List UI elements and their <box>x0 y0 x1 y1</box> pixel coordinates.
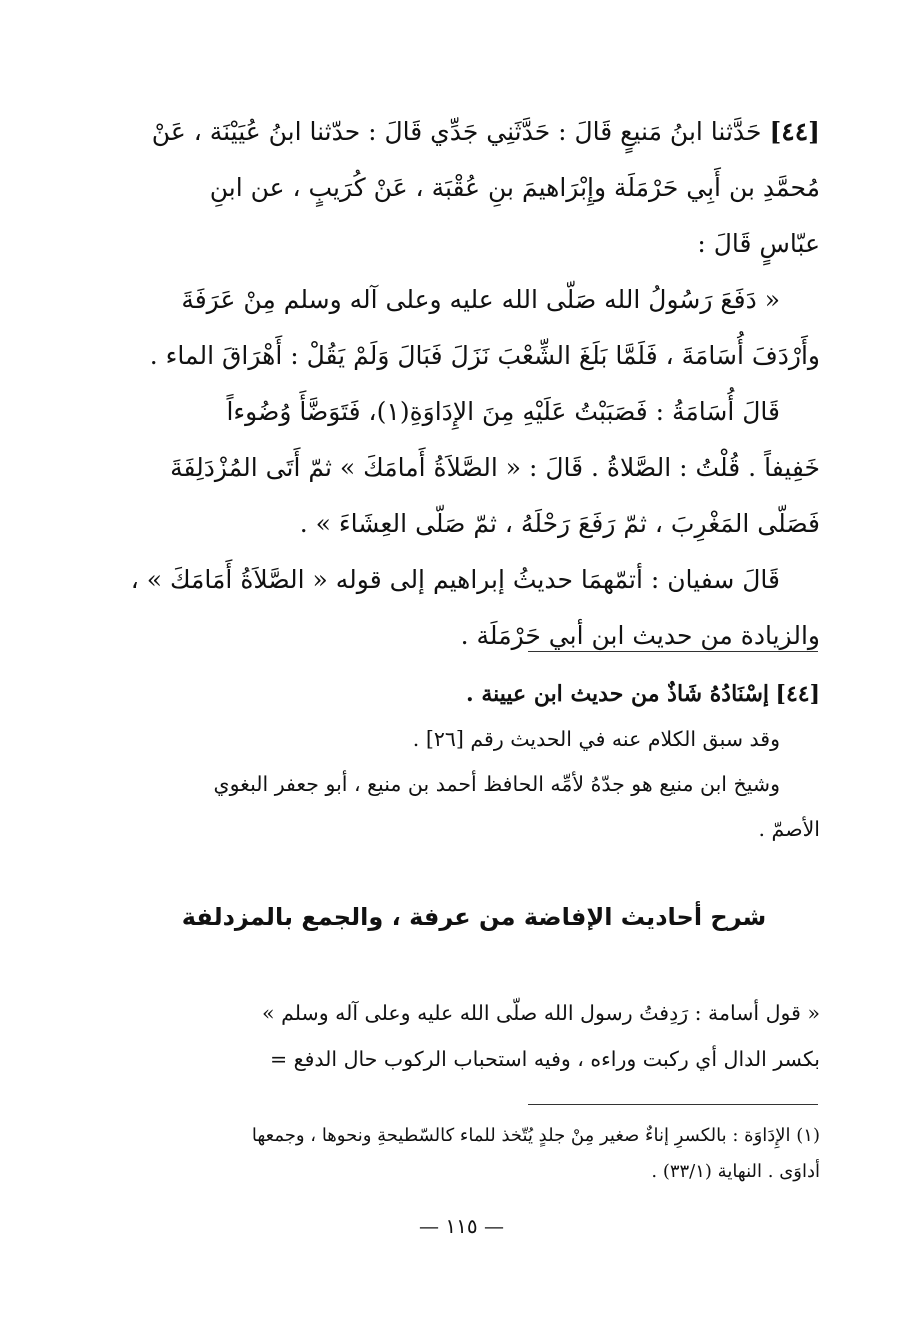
hadith-line-3: عبّاسٍ قَالَ : <box>697 229 820 258</box>
hadith-line-10: والزيادة من حديث ابن أبي حَرْمَلَة . <box>460 621 820 650</box>
hadith-line-6: قَالَ أُسَامَةُ : فَصَبَبْتُ عَلَيْهِ مِنَ الإِدَاوَةِ(١)، فَتَوَضَّأَ وُضُوءاً <box>226 397 780 426</box>
takhrij-line-3: الأصمّ . <box>758 817 820 841</box>
footnote-separator <box>528 1104 818 1105</box>
hadith-number: [٤٤] <box>769 117 820 146</box>
hadith-line-2: مُحمَّدِ بن أَبِي حَرْمَلَة وإِبْرَاهيمَ بنِ عُقْبَة ، عَنْ كُرَيبٍ ، عن ابنِ <box>209 173 820 202</box>
footnote <box>128 1118 820 1190</box>
sharh-line-2: بكسر الدال أي ركبت وراءه ، وفيه استحباب الركوب حال الدفع = <box>269 1047 820 1071</box>
takhrij-title: إسْنَادُهُ شَاذٌ من حديث ابن عيينة . <box>466 681 769 707</box>
sharh-text <box>128 990 820 1082</box>
hadith-line-7: خَفِيفاً . قُلْتُ : الصَّلاةُ . قَالَ : « الصَّلاَةُ أَمامَكَ » ثمّ أَتَى المُزْدَلِفَةَ <box>170 453 820 482</box>
hadith-line-4: « دَفَعَ رَسُولُ الله صَلّى الله عليه وعلى آله وسلم مِنْ عَرَفَةَ <box>181 285 780 314</box>
hadith-line-9: قَالَ سفيان : أتمّهمَا حديثُ إبراهيم إلى قوله « الصَّلاَةُ أَمَامَكَ » ، <box>130 565 780 594</box>
hadith-line-1: [٤٤] حَدَّثنا ابنُ مَنيعٍ قَالَ : حَدَّثَنِي جَدِّي قَالَ : حدّثنا ابنُ عُيَيْنَة ، عَنْ <box>151 117 820 146</box>
takhrij-line-2: وشيخ ابن منيع هو جدّهُ لأمِّه الحافظ أحمد بن منيع ، أبو جعفر البغوي <box>213 772 780 796</box>
takhrij-number: [٤٤] <box>775 681 820 707</box>
takhrij-separator <box>528 651 818 652</box>
hadith-line-8: فَصَلّى المَغْرِبَ ، ثمّ رَفَعَ رَحْلَهُ ، ثمّ صَلّى العِشَاءَ » . <box>299 509 820 538</box>
section-heading: شرح أحاديث الإفاضة من عرفة ، والجمع بالمزدلفة <box>181 903 767 931</box>
footnote-line-2: أداوَى . النهاية (٣٣/١) . <box>651 1161 820 1182</box>
page-number: — ١١٥ — <box>419 1214 504 1238</box>
takhrij-section <box>128 672 820 852</box>
hadith-text <box>128 104 820 664</box>
hadith-line-5: وأَرْدَفَ أُسَامَةَ ، فَلَمَّا بَلَغَ الشِّعْبَ نَزَلَ فَبَالَ وَلَمْ يَقُلْ : أَهْرَاقَ الماء . <box>149 341 820 370</box>
sharh-line-1: « قول أسامة : رَدِفتُ رسول الله صلّى الله عليه وعلى آله وسلم » <box>262 1001 820 1025</box>
takhrij-title-line <box>128 672 820 717</box>
footnote-line-1: (١) الإِدَاوَة : بالكسرِ إناءٌ صغير مِنْ جلدٍ يُتّخذ للماء كالسّطيحةِ ونحوها ، وجمعها <box>251 1125 820 1146</box>
takhrij-line-1: وقد سبق الكلام عنه في الحديث رقم [٢٦] . <box>412 727 780 751</box>
